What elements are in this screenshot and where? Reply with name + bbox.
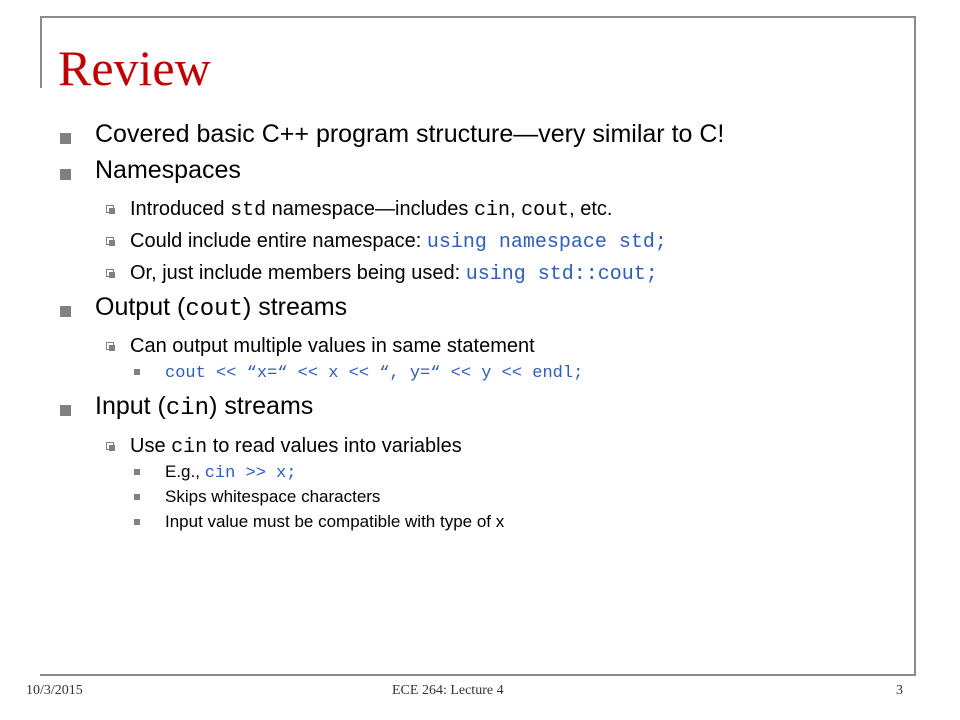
code-std: std (230, 199, 267, 222)
bullet-text: Input value must be compatible with type of x (165, 512, 505, 531)
text-segment: , (510, 198, 522, 220)
bullet-text: Can output multiple values in same statement (130, 335, 535, 357)
text-segment: namespace—includes (266, 198, 474, 220)
hollow-square-bullet-icon (106, 269, 114, 277)
frame-left-line (40, 16, 42, 88)
bullet-namespaces (95, 155, 241, 185)
small-square-bullet-icon (134, 519, 140, 525)
small-square-bullet-icon (134, 369, 140, 375)
bullet-input-streams (95, 391, 313, 424)
sub-sub-bullet-cout-example (165, 361, 583, 384)
sub-bullet-include-members (130, 261, 658, 287)
text-segment: E.g., (165, 462, 205, 481)
text-segment: Use (130, 435, 172, 457)
sub-bullet-std-namespace (130, 197, 613, 223)
square-bullet-icon (60, 405, 71, 416)
sub-bullet-entire-namespace (130, 229, 667, 255)
code-using-namespace-std: using namespace std; (426, 231, 667, 254)
footer-course-title: ECE 264: Lecture 4 (392, 683, 504, 698)
code-cout-example: cout << “x=“ << x << “, y=“ << y << endl; (165, 364, 584, 383)
text-segment: Or, just include members being used: (130, 262, 466, 284)
square-bullet-icon (60, 306, 71, 317)
hollow-square-bullet-icon (106, 442, 114, 450)
sub-bullet-multiple-values (130, 334, 535, 358)
code-cout: cout (185, 296, 243, 323)
hollow-square-bullet-icon (106, 205, 114, 213)
code-using-std-cout: using std::cout; (465, 263, 658, 286)
sub-bullet-use-cin (130, 434, 462, 460)
bullet-basic-structure (95, 119, 724, 149)
bullet-text: Covered basic C++ program structure—very similar to C! (95, 120, 725, 148)
bullet-text: Skips whitespace characters (165, 487, 381, 506)
text-segment: ) streams (242, 293, 348, 321)
square-bullet-icon (60, 133, 71, 144)
text-segment: Input ( (95, 392, 166, 420)
text-segment: to read values into variables (207, 435, 462, 457)
code-cin: cin (165, 395, 210, 422)
text-segment: Introduced (130, 198, 231, 220)
code-cout: cout (521, 199, 570, 222)
code-cin: cin (473, 199, 510, 222)
footer-date: 10/3/2015 (26, 683, 83, 698)
text-segment: Output ( (95, 293, 186, 321)
hollow-square-bullet-icon (106, 342, 114, 350)
slide-title: Review (58, 40, 211, 96)
bullet-text: Namespaces (95, 156, 241, 184)
small-square-bullet-icon (134, 469, 140, 475)
bullet-output-streams (95, 292, 347, 325)
frame-bottom-line (40, 674, 916, 676)
hollow-square-bullet-icon (106, 237, 114, 245)
small-square-bullet-icon (134, 494, 140, 500)
code-cin: cin (171, 436, 208, 459)
footer-page-number: 3 (896, 683, 903, 698)
text-segment: Could include entire namespace: (130, 230, 427, 252)
sub-sub-bullet-cin-example (165, 461, 297, 484)
text-segment: , etc. (569, 198, 613, 220)
code-cin-example: cin >> x; (204, 464, 297, 483)
frame-right-line (914, 16, 916, 676)
text-segment: ) streams (209, 392, 314, 420)
sub-sub-bullet-compatible-type (165, 511, 504, 532)
sub-sub-bullet-whitespace (165, 486, 380, 507)
frame-top-line (40, 16, 916, 18)
square-bullet-icon (60, 169, 71, 180)
